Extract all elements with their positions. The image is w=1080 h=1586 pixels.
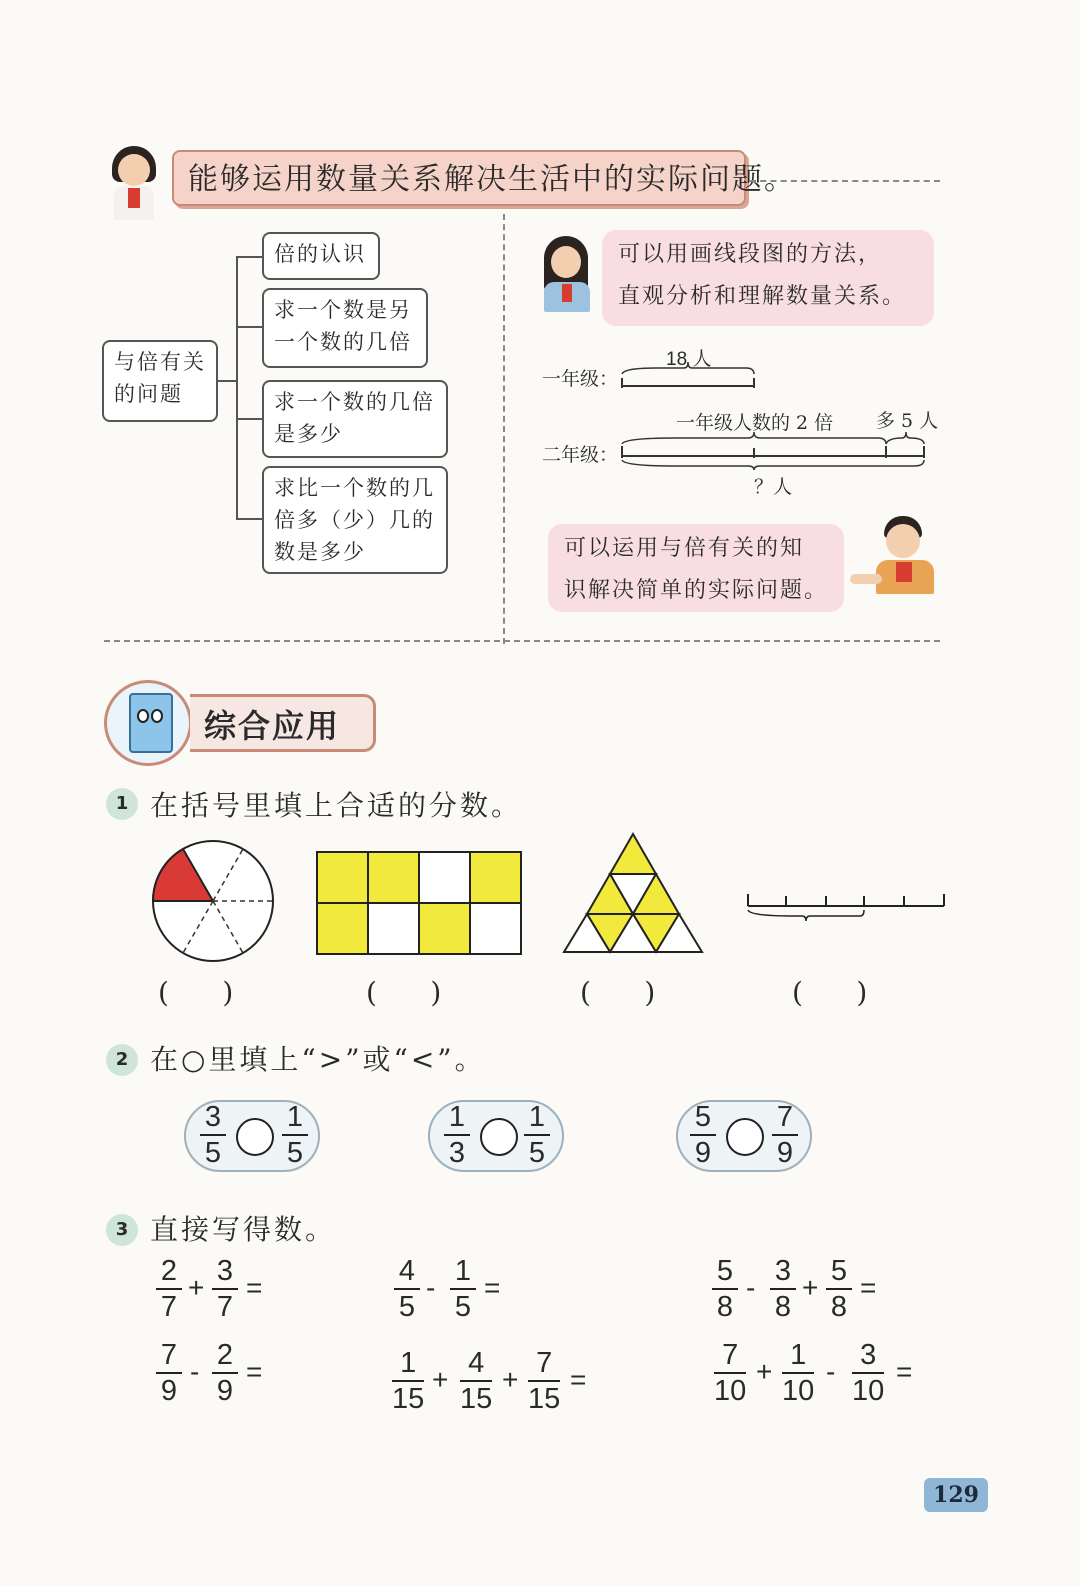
grade2-times-label: 一年级人数的 2 倍 [676,412,834,434]
numerator: 3 [774,1255,792,1287]
numerator: 7 [722,1339,739,1371]
q3-number: 3 [106,1214,138,1246]
review-banner: 能够运用数量关系解决生活中的实际问题。 [172,150,746,206]
e5-fraction-c [528,1348,560,1414]
e1-fraction-a [156,1256,182,1322]
e4-operator: - [190,1356,200,1387]
q1-answer-blank-1[interactable]: ( ) [158,976,234,1009]
e2-operator: - [426,1272,436,1303]
compare-2-circle-input[interactable] [480,1118,518,1156]
numerator: 1 [528,1101,546,1133]
e5-fraction-a [392,1348,424,1414]
numerator: 5 [694,1101,712,1133]
compare-2-right-fraction [524,1102,550,1168]
numerator: 3 [204,1101,222,1133]
tree-trunk [236,256,238,518]
hint-bubble-top: 可以用画线段图的方法， 直观分析和理解数量关系。 [602,230,934,326]
hint-bubble-bottom: 可以运用与倍有关的知 识解决简单的实际问题。 [548,524,844,612]
e6-operator-1: + [756,1356,773,1387]
numerator: 1 [790,1339,807,1371]
compare-3-circle-input[interactable] [726,1118,764,1156]
denominator: 8 [774,1291,792,1323]
denominator: 9 [160,1375,178,1407]
tree-node-4: 求比一个数的几 倍多（少）几的 数是多少 [262,466,448,574]
vertical-divider [503,214,505,644]
e6-equals: = [896,1356,913,1387]
boy-avatar [850,516,934,596]
tree-branch-4 [236,518,262,520]
denominator: 10 [782,1375,815,1407]
denominator: 8 [716,1291,734,1323]
numerator: 5 [716,1255,734,1287]
e5-equals: = [570,1364,587,1395]
girl-avatar [106,146,162,222]
numerator: 3 [860,1339,877,1371]
tree-branch-2 [236,326,262,328]
numerator: 7 [160,1339,178,1371]
e2-fraction-a [394,1256,420,1322]
compare-1-left-fraction [200,1102,226,1168]
book-mascot-icon [104,680,192,766]
girl-avatar-2 [540,236,594,312]
denominator: 10 [714,1375,747,1407]
numerator: 3 [216,1255,234,1287]
e5-operator-2: + [502,1364,519,1395]
tree-connector [218,380,238,382]
section-title: 综合应用 [190,694,376,752]
denominator: 15 [392,1383,425,1415]
e4-equals: = [246,1356,263,1387]
e2-equals: = [484,1272,501,1303]
q1-text: 在括号里填上合适的分数。 [150,789,523,822]
tree-root: 与倍有关 的问题 [102,340,218,422]
numerator: 1 [400,1347,417,1379]
denominator: 5 [204,1137,222,1169]
compare-2-left-fraction [444,1102,470,1168]
tree-node-1: 倍的认识 [262,232,380,280]
compare-3-right-fraction [772,1102,798,1168]
numerator: 4 [398,1255,416,1287]
q1-number: 1 [106,788,138,820]
triangle-figure [562,832,704,954]
e3-fraction-b [770,1256,796,1322]
denominator: 9 [776,1137,794,1169]
numerator: 1 [448,1101,466,1133]
denominator: 10 [852,1375,885,1407]
tree-branch-3 [236,418,262,420]
q2-text: 在○里填上“>”或“<”。 [150,1043,486,1076]
e1-operator: + [188,1272,205,1303]
denominator: 3 [448,1137,466,1169]
numerator: 4 [468,1347,485,1379]
e6-fraction-a [714,1340,746,1406]
denominator: 9 [216,1375,234,1407]
compare-1-circle-input[interactable] [236,1118,274,1156]
denominator: 7 [216,1291,234,1323]
e4-fraction-b [212,1340,238,1406]
grid-figure [316,851,522,955]
e3-operator-2: + [802,1272,819,1303]
q1-answer-blank-3[interactable]: ( ) [580,976,656,1009]
numerator: 7 [776,1101,794,1133]
e3-fraction-c [826,1256,852,1322]
numerator: 1 [454,1255,472,1287]
number-line-figure [744,890,948,924]
e3-fraction-a [712,1256,738,1322]
e5-fraction-b [460,1348,492,1414]
grade1-amount: 18 人 [666,349,712,370]
tree-branch-1 [236,256,262,258]
section-divider [104,640,940,642]
e1-fraction-b [212,1256,238,1322]
numerator: 7 [536,1347,553,1379]
e4-fraction-a [156,1340,182,1406]
denominator: 5 [398,1291,416,1323]
page-number: 129 [924,1478,988,1512]
e3-equals: = [860,1272,877,1303]
line-segment-diagram [616,360,939,470]
compare-3-left-fraction [690,1102,716,1168]
e2-fraction-b [450,1256,476,1322]
denominator: 5 [286,1137,304,1169]
tree-node-3: 求一个数的几倍 是多少 [262,380,448,458]
numerator: 5 [830,1255,848,1287]
banner-dash-line [750,180,940,182]
grade2-question: ？人 [754,477,793,498]
grade1-label: 一年级： [542,368,619,390]
compare-1-right-fraction [282,1102,308,1168]
denominator: 7 [160,1291,178,1323]
q1-answer-blank-2[interactable]: ( ) [366,976,442,1009]
grade2-label: 二年级： [542,444,619,466]
denominator: 15 [460,1383,493,1415]
e6-fraction-b [782,1340,814,1406]
denominator: 15 [528,1383,561,1415]
denominator: 5 [528,1137,546,1169]
denominator: 9 [694,1137,712,1169]
pie-figure [148,836,278,966]
numerator: 2 [216,1339,234,1371]
grade2-extra-label: 多 5 人 [876,410,939,432]
numerator: 1 [286,1101,304,1133]
e3-operator-1: - [746,1272,756,1303]
denominator: 8 [830,1291,848,1323]
e5-operator-1: + [432,1364,449,1395]
e1-equals: = [246,1272,263,1303]
q3-text: 直接写得数。 [150,1213,337,1246]
q1-answer-blank-4[interactable]: ( ) [792,976,868,1009]
q2-number: 2 [106,1044,138,1076]
tree-node-2: 求一个数是另 一个数的几倍 [262,288,428,368]
e6-fraction-c [852,1340,884,1406]
numerator: 2 [160,1255,178,1287]
e6-operator-2: - [826,1356,836,1387]
denominator: 5 [454,1291,472,1323]
